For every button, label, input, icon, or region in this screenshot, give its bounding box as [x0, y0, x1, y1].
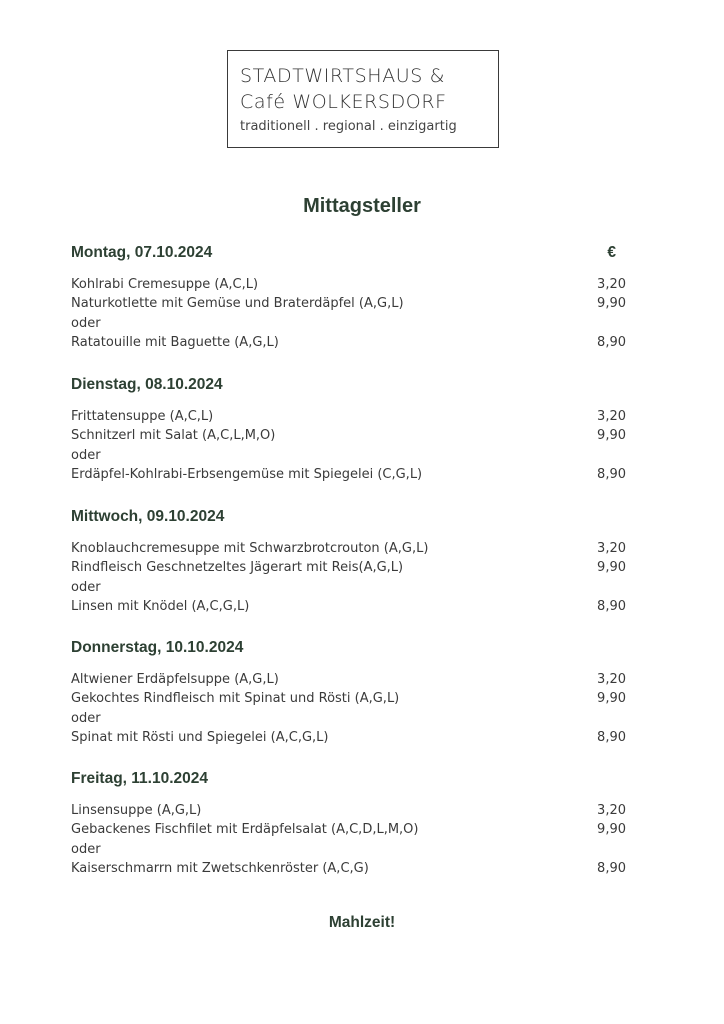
- menu-item-price: 9,90: [597, 691, 626, 707]
- menu-item-price: 9,90: [597, 428, 626, 444]
- day-section-thursday: [71, 639, 626, 747]
- menu-item: [71, 294, 626, 313]
- menu-item-name: Knoblauchcremesuppe mit Schwarzbrotcrouton (A,G,L): [71, 541, 429, 556]
- menu-item: [71, 728, 626, 747]
- menu-item: [71, 597, 626, 616]
- menu-item-name: oder: [71, 579, 101, 595]
- logo-box: [227, 50, 499, 148]
- menu-item-price: 3,20: [597, 803, 626, 818]
- menu-item-name: oder: [71, 315, 101, 331]
- currency-symbol: €: [607, 244, 616, 261]
- menu-item-price: 8,90: [597, 598, 626, 614]
- menu-item-price: 9,90: [597, 822, 626, 838]
- day-section-friday: [71, 770, 626, 878]
- menu-item-name: Altwiener Erdäpfelsuppe (A,G,L): [71, 672, 279, 687]
- menu-item: [71, 820, 626, 839]
- day-section-wednesday: [71, 508, 626, 616]
- menu-item-name: Gekochtes Rindfleisch mit Spinat und Rösti (A,G,L): [71, 691, 400, 707]
- menu-item-name: Ratatouille mit Baguette (A,G,L): [71, 334, 279, 350]
- menu-item-name: Kaiserschmarrn mit Zwetschkenröster (A,C,G): [71, 860, 369, 876]
- menu-list: [71, 670, 626, 747]
- menu-item: [71, 275, 626, 294]
- menu-item-price: 3,20: [597, 277, 626, 292]
- menu-item-name: Kohlrabi Cremesuppe (A,C,L): [71, 277, 259, 292]
- menu-item-price: 3,20: [597, 409, 626, 424]
- menu-item-separator: [71, 840, 626, 859]
- menu-item: [71, 801, 626, 820]
- menu-item-name: oder: [71, 841, 101, 857]
- menu-item-separator: [71, 446, 626, 465]
- menu-item: [71, 465, 626, 484]
- menu-item-name: oder: [71, 447, 101, 463]
- logo-line-2: Café WOLKERSDORF: [240, 91, 447, 113]
- menu-list: [71, 407, 626, 484]
- menu-list: [71, 275, 626, 352]
- menu-item-name: Schnitzerl mit Salat (A,C,L,M,O): [71, 428, 276, 444]
- menu-item: [71, 670, 626, 689]
- menu-item-price: 8,90: [597, 729, 626, 745]
- footer-greeting: Mahlzeit!: [328, 914, 396, 931]
- menu-item-price: [586, 709, 626, 728]
- menu-item: [71, 689, 626, 708]
- menu-item-price: 8,90: [597, 860, 626, 876]
- menu-item-name: Frittatensuppe (A,C,L): [71, 409, 214, 424]
- menu-item: [71, 859, 626, 878]
- menu-item-price: [586, 840, 626, 859]
- menu-item-name: Spinat mit Rösti und Spiegelei (A,C,G,L): [71, 729, 329, 745]
- menu-item-separator: [71, 578, 626, 597]
- menu-item-name: Rindfleisch Geschnetzeltes Jägerart mit Reis(A,G,L): [71, 560, 404, 576]
- menu-item-name: Erdäpfel-Kohlrabi-Erbsengemüse mit Spiegelei (C,G,L): [71, 466, 423, 482]
- menu-item: [71, 426, 626, 445]
- menu-item-name: Naturkotlette mit Gemüse und Braterdäpfel (A,G,L): [71, 296, 404, 312]
- day-heading: Donnerstag, 10.10.2024: [71, 639, 244, 656]
- logo-tagline: traditionell . regional . einzigartig: [240, 119, 457, 134]
- menu-item-name: Linsen mit Knödel (A,C,G,L): [71, 598, 250, 614]
- menu-item-name: oder: [71, 710, 101, 726]
- menu-item: [71, 407, 626, 426]
- menu-item-price: 8,90: [597, 334, 626, 350]
- menu-item-name: Linsensuppe (A,G,L): [71, 803, 202, 818]
- menu-item-price: 9,90: [597, 296, 626, 312]
- menu-item-price: [586, 578, 626, 597]
- day-heading: Freitag, 11.10.2024: [71, 770, 209, 787]
- menu-item-price: [586, 446, 626, 465]
- day-section-tuesday: [71, 376, 626, 484]
- day-heading: Montag, 07.10.2024: [71, 244, 213, 261]
- menu-item-price: [586, 314, 626, 333]
- menu-item-separator: [71, 709, 626, 728]
- menu-item-price: 8,90: [597, 466, 626, 482]
- menu-list: [71, 801, 626, 878]
- menu-item-separator: [71, 314, 626, 333]
- menu-item-price: 3,20: [597, 541, 626, 556]
- menu-item-price: 9,90: [597, 560, 626, 576]
- menu-item: [71, 558, 626, 577]
- page-title: Mittagsteller: [303, 195, 421, 217]
- logo-line-1: STADTWIRTSHAUS &: [240, 65, 446, 87]
- menu-item: [71, 539, 626, 558]
- day-section-monday: [71, 244, 626, 352]
- menu-item-price: 3,20: [597, 672, 626, 687]
- menu-list: [71, 539, 626, 616]
- menu-item: [71, 333, 626, 352]
- menu-item-name: Gebackenes Fischfilet mit Erdäpfelsalat (A,C,D,L,M,O): [71, 822, 419, 838]
- day-heading: Dienstag, 08.10.2024: [71, 376, 223, 393]
- day-heading: Mittwoch, 09.10.2024: [71, 508, 225, 525]
